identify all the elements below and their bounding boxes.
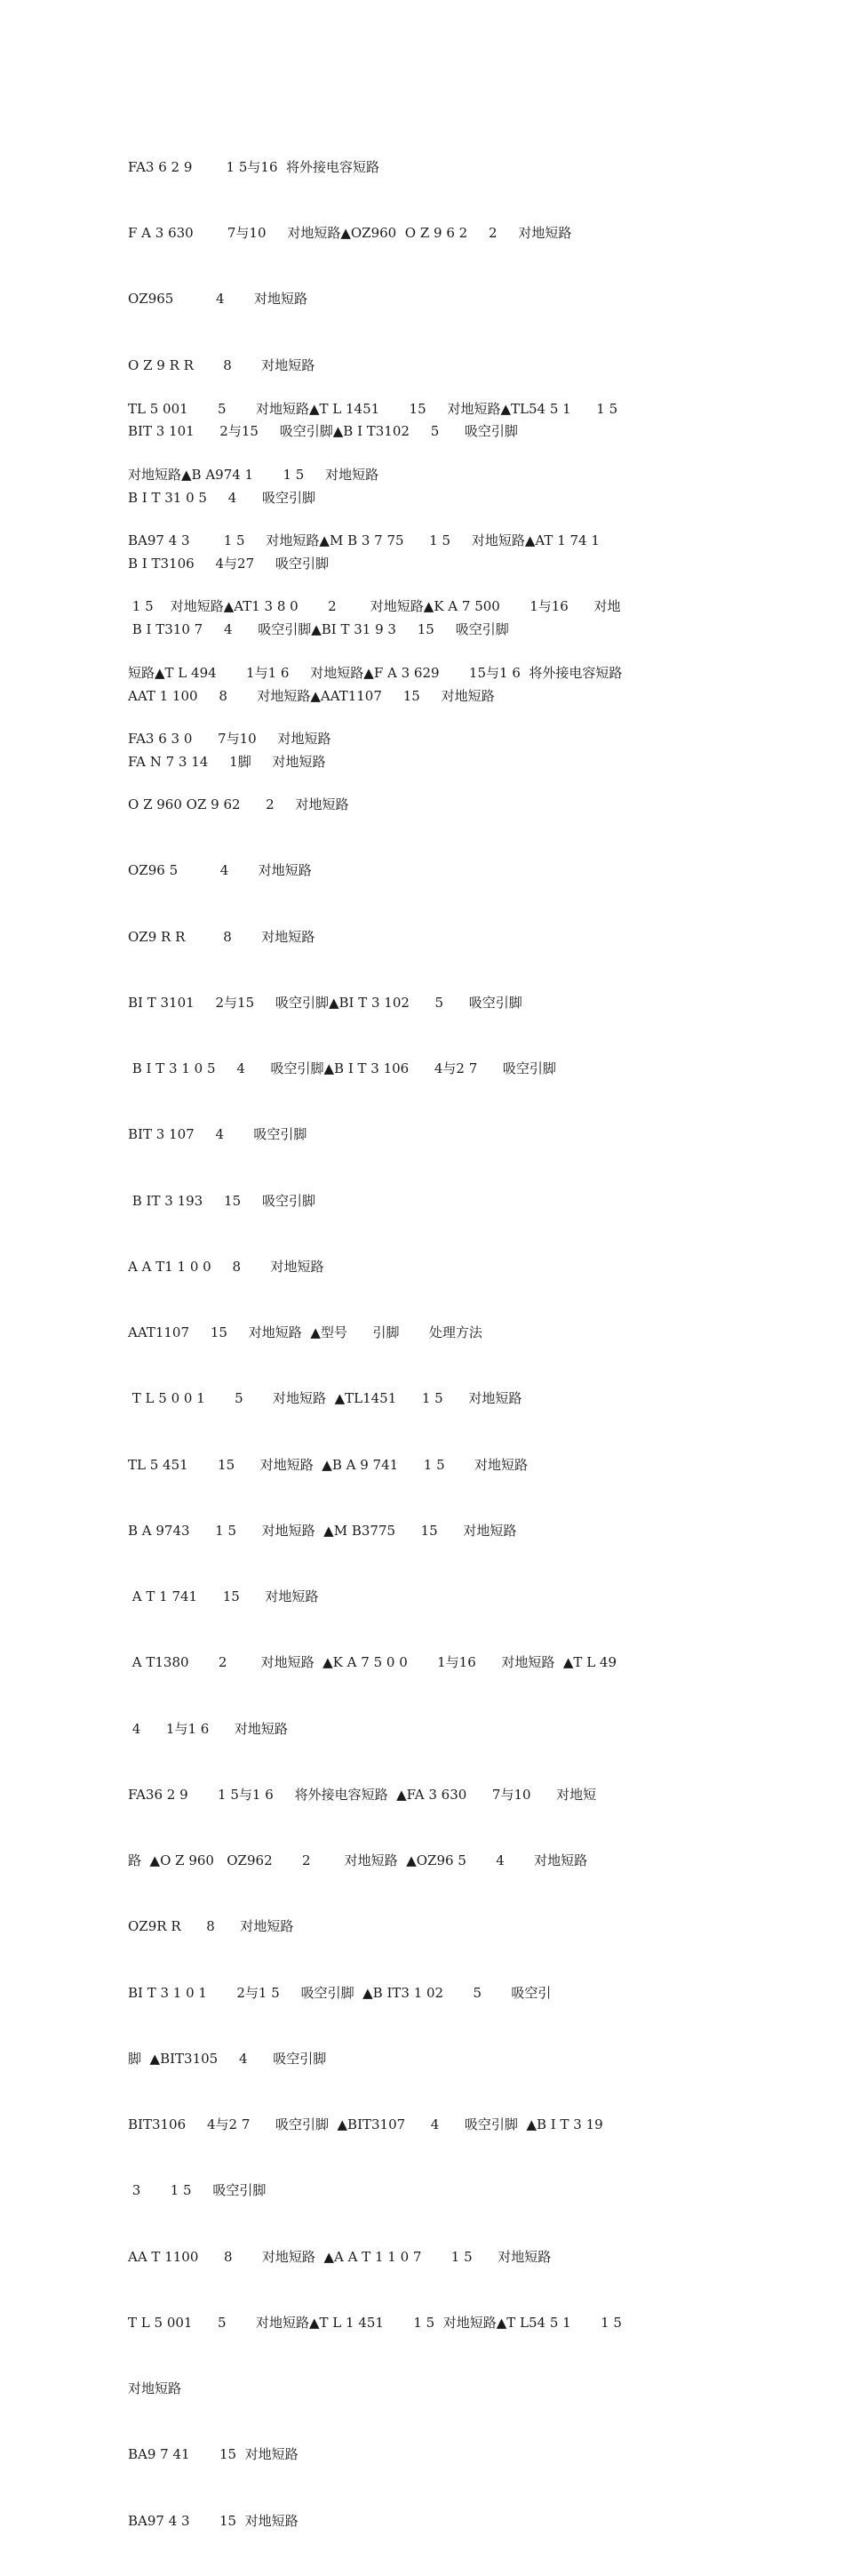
text-line: BA9 7 41 15 对地短路	[128, 2446, 299, 2463]
text-line: B I T 31 0 5 4 吸空引脚	[128, 489, 315, 506]
text-line: B I T310 7 4 吸空引脚▲BI T 31 9 3 15 吸空引脚	[128, 621, 509, 638]
text-line: OZ965 4 对地短路	[128, 291, 307, 308]
text-line: 3 1 5 吸空引脚	[128, 2182, 267, 2199]
text-line: B I T3106 4与27 吸空引脚	[128, 555, 329, 572]
text-line: 1 5 对地短路▲AT1 3 8 0 2 对地短路▲K A 7 500 1与16 对地	[128, 598, 621, 615]
text-line: BIT 3 107 4 吸空引脚	[128, 1126, 307, 1143]
text-line: 4 1与1 6 对地短路	[128, 1720, 288, 1737]
text-line: 路 ▲O Z 960 OZ962 2 对地短路 ▲OZ96 5 4 对地短路	[128, 1852, 588, 1868]
text-line: AAT1107 15 对地短路 ▲型号 引脚 处理方法	[128, 1324, 482, 1340]
text-line: FA N 7 3 14 1脚 对地短路	[128, 754, 326, 771]
text-line: O Z 9 R R 8 对地短路	[128, 356, 315, 373]
text-line: OZ9 R R 8 对地短路	[128, 928, 315, 945]
text-line: OZ9R R 8 对地短路	[128, 1918, 294, 1935]
text-line: BIT3106 4与2 7 吸空引脚 ▲BIT3107 4 吸空引脚 ▲B I T 3 19	[128, 2116, 603, 2132]
text-line: A A T1 1 0 0 8 对地短路	[128, 1258, 324, 1275]
text-line: FA3 6 3 0 7与10 对地短路	[128, 730, 331, 747]
text-line: T L 5 001 5 对地短路▲T L 1 451 1 5 对地短路▲T L54 5 1 1 5	[128, 2314, 622, 2331]
text-line: TL 5 001 5 对地短路▲T L 1451 15 对地短路▲TL54 5 1 1 5	[128, 400, 618, 417]
text-line: BIT 3 101 2与15 吸空引脚▲B I T3102 5 吸空引脚	[128, 423, 518, 440]
text-line: BA97 4 3 15 对地短路	[128, 2512, 299, 2529]
text-line: 对地短路▲B A974 1 1 5 对地短路	[128, 466, 379, 483]
text-line: F A 3 630 7与10 对地短路▲OZ960 O Z 9 6 2 2 对地短路	[128, 224, 572, 241]
text-line: TL 5 451 15 对地短路 ▲B A 9 741 1 5 对地短路	[128, 1456, 528, 1473]
text-block-2	[128, 354, 723, 2576]
text-line: T L 5 0 0 1 5 对地短路 ▲TL1451 1 5 对地短路	[128, 1390, 522, 1407]
text-line: 脚 ▲BIT3105 4 吸空引脚	[128, 2050, 327, 2067]
text-line: AAT 1 100 8 对地短路▲AAT1107 15 对地短路	[128, 687, 495, 704]
text-line: O Z 960 OZ 9 62 2 对地短路	[128, 796, 349, 812]
text-line: B I T 3 1 0 5 4 吸空引脚▲B I T 3 106 4与2 7 吸空引脚	[128, 1060, 556, 1076]
text-line: BI T 3101 2与15 吸空引脚▲BI T 3 102 5 吸空引脚	[128, 994, 522, 1011]
text-line: 短路▲T L 494 1与1 6 对地短路▲F A 3 629 15与1 6 将外接电容短路	[128, 664, 623, 681]
text-line: A T 1 741 15 对地短路	[128, 1588, 319, 1604]
text-line: BI T 3 1 0 1 2与1 5 吸空引脚 ▲B IT3 1 02 5 吸空引	[128, 1984, 552, 2001]
text-line: B IT 3 193 15 吸空引脚	[128, 1192, 315, 1209]
text-line: A T1380 2 对地短路 ▲K A 7 5 0 0 1与16 对地短路 ▲T L 49	[128, 1654, 617, 1671]
text-line: FA3 6 2 9 1 5与16 将外接电容短路	[128, 158, 380, 175]
text-line: B A 9743 1 5 对地短路 ▲M B3775 15 对地短路	[128, 1522, 517, 1539]
text-line: 对地短路	[128, 2380, 182, 2396]
text-line: FA36 2 9 1 5与1 6 将外接电容短路 ▲FA 3 630 7与10 对地短	[128, 1786, 597, 1803]
text-line: OZ96 5 4 对地短路	[128, 862, 312, 879]
text-line: BA97 4 3 1 5 对地短路▲M B 3 7 75 1 5 对地短路▲AT 1 74 1	[128, 532, 600, 548]
text-line: AA T 1100 8 对地短路 ▲A A T 1 1 0 7 1 5 对地短路	[128, 2248, 552, 2265]
